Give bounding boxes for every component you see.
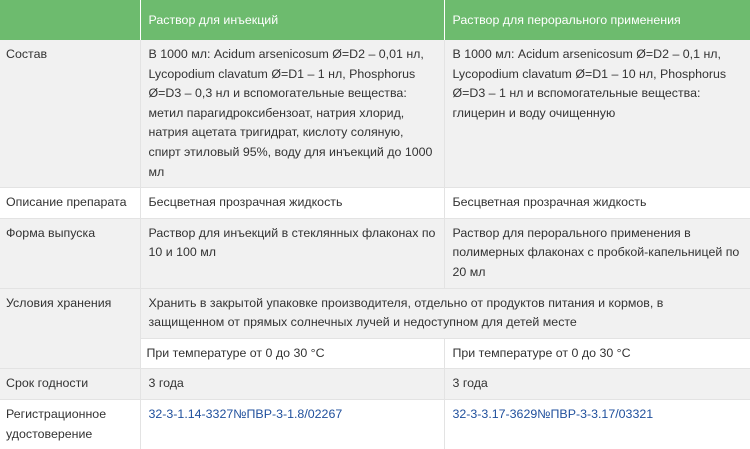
label-form: Форма выпуска	[0, 218, 140, 288]
label-registration: Регистрационное удостоверение	[0, 399, 140, 449]
row-storage	[0, 288, 750, 338]
label-description: Описание препарата	[0, 188, 140, 219]
composition-oral: В 1000 мл: Acidum arsenicosum Ø=D2 – 0,1 нл, Lycopodium clavatum Ø=D1 – 10 нл, Phosphorus Ø=D3 – 1 нл и вспомогательные вещества: глицерин и воду очищенную	[444, 40, 750, 188]
shelf-life-injection: 3 года	[140, 369, 444, 400]
row-composition	[0, 40, 750, 188]
composition-injection: В 1000 мл: Acidum arsenicosum Ø=D2 – 0,01 нл, Lycopodium clavatum Ø=D1 – 1 нл, Phosphorus Ø=D3 – 0,3 нл и вспомогательные вещества: метил парагидроксибензоат, натрия хлорид, натрия ацетата тригидрат, кислоту соляную, спирт этиловый 95%, воду для инъекций до 1000 мл	[140, 40, 444, 188]
storage-common: Хранить в закрытой упаковке производителя, отдельно от продуктов питания и кормов, в защищенном от прямых солнечных лучей и недоступном для детей месте	[140, 288, 750, 338]
shelf-life-oral: 3 года	[444, 369, 750, 400]
registration-oral-link[interactable]: 32-3-3.17-3629№ПВР-3-3.17/03321	[452, 406, 654, 421]
label-composition: Состав	[0, 40, 140, 188]
header-oral: Раствор для перорального применения	[444, 0, 750, 40]
registration-injection-link[interactable]: 32-3-1.14-3327№ПВР-3-1.8/02267	[148, 406, 343, 421]
description-oral: Бесцветная прозрачная жидкость	[444, 188, 750, 219]
row-form	[0, 218, 750, 288]
label-shelf-life: Срок годности	[0, 369, 140, 400]
row-shelf-life	[0, 369, 750, 400]
form-oral: Раствор для перорального применения в полимерных флаконах с пробкой-капельницей по 20 мл	[444, 218, 750, 288]
header-injection: Раствор для инъекций	[140, 0, 444, 40]
label-storage: Условия хранения	[0, 288, 140, 369]
storage-temp-injection: При температуре от 0 до 30 °С	[140, 338, 444, 369]
form-injection: Раствор для инъекций в стеклянных флаконах по 10 и 100 мл	[140, 218, 444, 288]
row-description	[0, 188, 750, 219]
description-injection: Бесцветная прозрачная жидкость	[140, 188, 444, 219]
header-row	[0, 0, 750, 40]
storage-temp-oral: При температуре от 0 до 30 °С	[444, 338, 750, 369]
header-empty-cell	[0, 0, 140, 40]
